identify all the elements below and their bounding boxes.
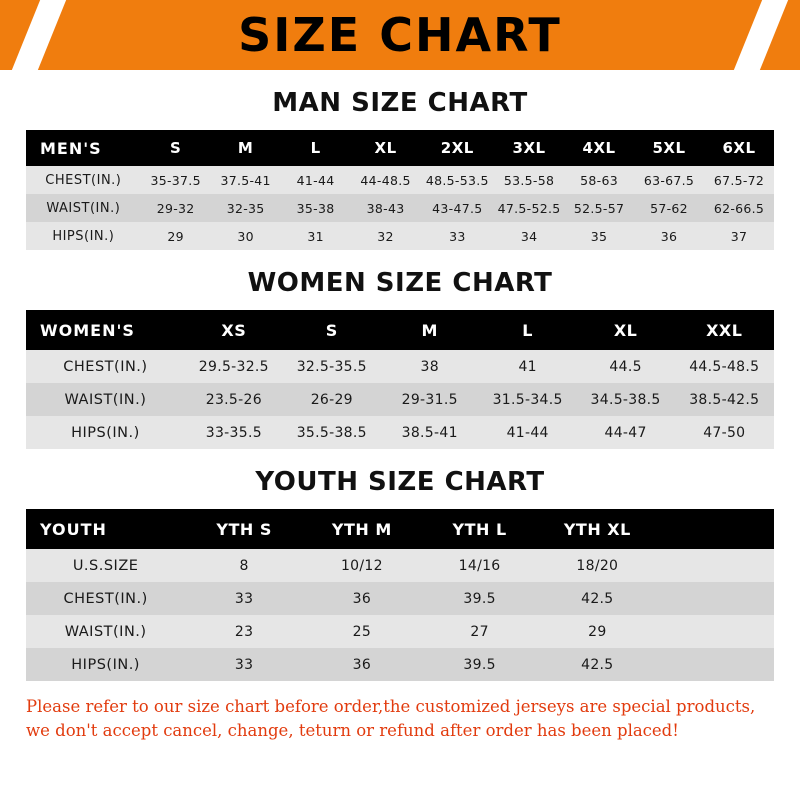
cell: 32.5-35.5 (283, 350, 381, 383)
chart-content (0, 88, 800, 681)
table-row (26, 166, 774, 194)
women-section-title: WOMEN SIZE CHART (247, 268, 553, 298)
cell: 47-50 (675, 416, 774, 449)
cell: 44.5-48.5 (675, 350, 774, 383)
table-row (26, 582, 774, 615)
youth-size-table (26, 509, 774, 681)
cell: 23 (185, 615, 303, 648)
cell: 63-67.5 (634, 166, 704, 194)
cell: 38.5-42.5 (675, 383, 774, 416)
cell: 35-38 (281, 194, 351, 222)
cell: 42.5 (538, 648, 656, 681)
cell: 33 (185, 648, 303, 681)
cell: 38.5-41 (381, 416, 479, 449)
cell: 35.5-38.5 (283, 416, 381, 449)
table-row (26, 648, 774, 681)
table-header-row (26, 509, 774, 549)
cell: 29-31.5 (381, 383, 479, 416)
cell: 39.5 (421, 648, 539, 681)
cell: 27 (421, 615, 539, 648)
col-header-m: M (381, 310, 479, 350)
col-header-6xl: 6XL (704, 130, 774, 166)
cell: 47.5-52.5 (494, 194, 564, 222)
order-policy-note (26, 695, 774, 743)
cell: 44-47 (577, 416, 675, 449)
women-size-table (26, 310, 774, 449)
man-table-body (26, 166, 774, 250)
women-table-body (26, 350, 774, 449)
row-label: WAIST(IN.) (26, 194, 141, 222)
col-header-yth-xl: YTH XL (538, 509, 656, 549)
cell: 36 (303, 648, 421, 681)
cell: 33-35.5 (185, 416, 283, 449)
cell: 62-66.5 (704, 194, 774, 222)
table-row (26, 350, 774, 383)
cell: 41-44 (281, 166, 351, 194)
cell (656, 582, 774, 615)
man-size-table (26, 130, 774, 250)
col-header-xl: XL (351, 130, 421, 166)
cell: 57-62 (634, 194, 704, 222)
col-header-s: S (141, 130, 211, 166)
cell: 35-37.5 (141, 166, 211, 194)
women-table-head (26, 310, 774, 350)
cell: 44.5 (577, 350, 675, 383)
table-row (26, 383, 774, 416)
cell: 26-29 (283, 383, 381, 416)
cell: 41-44 (479, 416, 577, 449)
col-header-l: L (479, 310, 577, 350)
table-row (26, 194, 774, 222)
cell: 30 (211, 222, 281, 250)
cell: 38-43 (351, 194, 421, 222)
cell: 8 (185, 549, 303, 582)
cell: 31 (281, 222, 351, 250)
col-header-label: MEN'S (26, 130, 141, 166)
cell: 38 (381, 350, 479, 383)
row-label: HIPS(IN.) (26, 416, 185, 449)
table-row (26, 549, 774, 582)
cell: 29 (141, 222, 211, 250)
cell: 29-32 (141, 194, 211, 222)
row-label: HIPS(IN.) (26, 222, 141, 250)
man-section-title: MAN SIZE CHART (272, 88, 528, 118)
cell: 44-48.5 (351, 166, 421, 194)
cell: 29 (538, 615, 656, 648)
cell: 18/20 (538, 549, 656, 582)
cell: 34.5-38.5 (577, 383, 675, 416)
table-header-row (26, 130, 774, 166)
col-header-yth-l: YTH L (421, 509, 539, 549)
note-line-1: Please refer to our size chart before order,the customized jerseys are special products, (26, 697, 756, 716)
cell: 52.5-57 (564, 194, 634, 222)
cell: 14/16 (421, 549, 539, 582)
col-header-xs: XS (185, 310, 283, 350)
cell (656, 648, 774, 681)
note-line-2: we don't accept cancel, change, teturn or refund after order has been placed! (26, 720, 679, 740)
col-header-label: YOUTH (26, 509, 185, 549)
row-label: WAIST(IN.) (26, 615, 185, 648)
cell: 67.5-72 (704, 166, 774, 194)
col-header-m: M (211, 130, 281, 166)
cell: 37 (704, 222, 774, 250)
table-header-row (26, 310, 774, 350)
cell: 36 (634, 222, 704, 250)
cell: 37.5-41 (211, 166, 281, 194)
cell: 33 (421, 222, 495, 250)
row-label: U.S.SIZE (26, 549, 185, 582)
col-header-label: WOMEN'S (26, 310, 185, 350)
cell: 10/12 (303, 549, 421, 582)
col-header-s: S (283, 310, 381, 350)
row-label: WAIST(IN.) (26, 383, 185, 416)
cell: 43-47.5 (421, 194, 495, 222)
col-header-5xl: 5XL (634, 130, 704, 166)
row-label: HIPS(IN.) (26, 648, 185, 681)
cell: 23.5-26 (185, 383, 283, 416)
col-header-yth-m: YTH M (303, 509, 421, 549)
cell: 39.5 (421, 582, 539, 615)
cell: 33 (185, 582, 303, 615)
col-header-xxl: XXL (675, 310, 774, 350)
col-header-l: L (281, 130, 351, 166)
cell: 32 (351, 222, 421, 250)
cell: 31.5-34.5 (479, 383, 577, 416)
cell: 34 (494, 222, 564, 250)
table-row (26, 222, 774, 250)
cell: 58-63 (564, 166, 634, 194)
col-header-2xl: 2XL (421, 130, 495, 166)
col-header-4xl: 4XL (564, 130, 634, 166)
man-table-head (26, 130, 774, 166)
cell: 36 (303, 582, 421, 615)
cell: 42.5 (538, 582, 656, 615)
header-banner (0, 0, 800, 70)
cell: 53.5-58 (494, 166, 564, 194)
row-label: CHEST(IN.) (26, 350, 185, 383)
cell: 32-35 (211, 194, 281, 222)
cell: 41 (479, 350, 577, 383)
cell: 29.5-32.5 (185, 350, 283, 383)
cell (656, 615, 774, 648)
cell (656, 549, 774, 582)
cell: 25 (303, 615, 421, 648)
youth-section-title: YOUTH SIZE CHART (255, 467, 545, 497)
youth-table-body (26, 549, 774, 681)
table-row (26, 615, 774, 648)
table-row (26, 416, 774, 449)
cell: 35 (564, 222, 634, 250)
row-label: CHEST(IN.) (26, 582, 185, 615)
col-header-3xl: 3XL (494, 130, 564, 166)
page-title: SIZE CHART (238, 8, 562, 62)
col-header-yth-s: YTH S (185, 509, 303, 549)
youth-table-head (26, 509, 774, 549)
col-header-xl: XL (577, 310, 675, 350)
row-label: CHEST(IN.) (26, 166, 141, 194)
cell: 48.5-53.5 (421, 166, 495, 194)
col-header-empty (656, 509, 774, 549)
